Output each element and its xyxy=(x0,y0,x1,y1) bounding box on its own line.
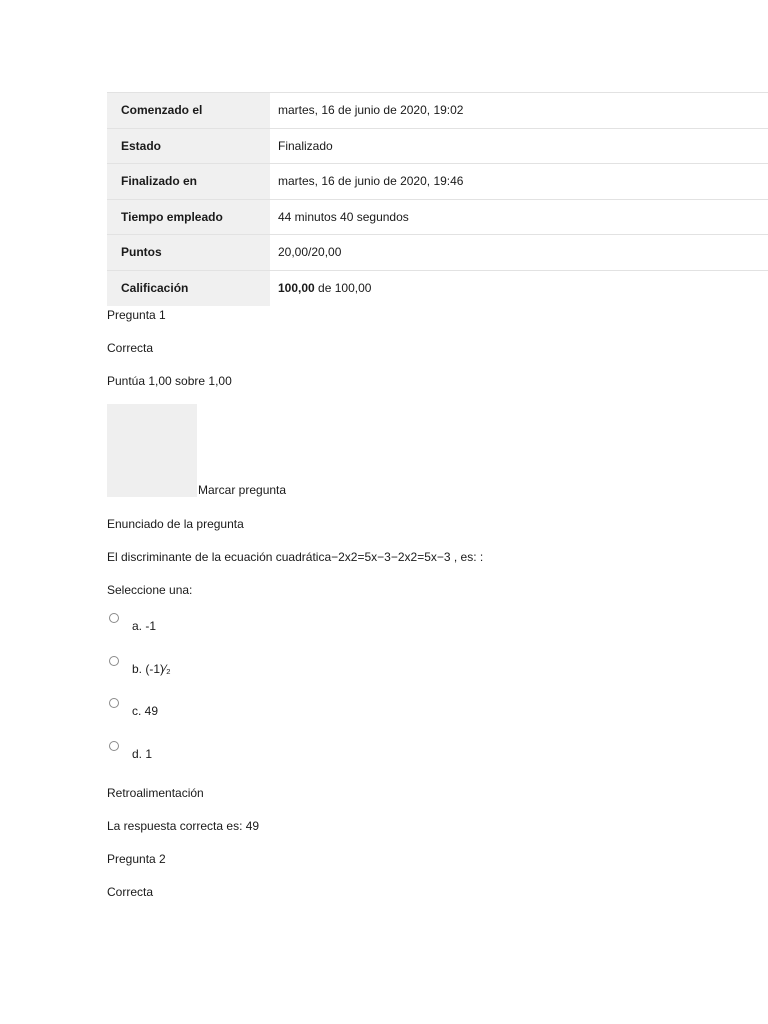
summary-row-points xyxy=(107,235,768,271)
question-statement: El discriminante de la ecuación cuadrática−2x2=5x−3−2x2=5x−3 , es: : xyxy=(107,550,484,564)
question-score: Puntúa 1,00 sobre 1,00 xyxy=(107,374,232,388)
feedback-text: La respuesta correcta es: 49 xyxy=(107,819,260,833)
question-status: Correcta xyxy=(107,341,154,355)
radio-icon[interactable] xyxy=(109,698,119,708)
question-number: Pregunta 2 xyxy=(107,852,166,866)
flag-question-area xyxy=(107,404,747,514)
summary-label: Finalizado en xyxy=(107,164,270,200)
answer-option-label: a. -1 xyxy=(132,619,157,633)
radio-icon[interactable] xyxy=(109,741,119,751)
attempt-summary-table xyxy=(107,92,768,306)
feedback-heading: Retroalimentación xyxy=(107,786,204,800)
answer-option-label: c. 49 xyxy=(132,704,159,718)
answer-option-label: b. (-1)⁄₂ xyxy=(132,661,171,676)
flag-question-link[interactable]: Marcar pregunta xyxy=(198,483,287,497)
radio-icon[interactable] xyxy=(109,656,119,666)
answer-option-label: d. 1 xyxy=(132,746,153,761)
summary-label: Puntos xyxy=(107,235,270,271)
select-prompt: Seleccione una: xyxy=(107,583,193,597)
summary-value: 44 minutos 40 segundos xyxy=(270,199,768,235)
summary-row-finished xyxy=(107,164,768,200)
grade-value: 100,00 xyxy=(278,281,315,295)
flag-icon[interactable] xyxy=(107,404,197,497)
answer-option-a[interactable] xyxy=(107,613,747,656)
summary-value: martes, 16 de junio de 2020, 19:46 xyxy=(270,164,768,200)
radio-icon[interactable] xyxy=(109,613,119,623)
statement-heading: Enunciado de la pregunta xyxy=(107,517,244,531)
summary-label: Estado xyxy=(107,128,270,164)
question-number: Pregunta 1 xyxy=(107,308,166,322)
grade-total: de 100,00 xyxy=(314,281,372,295)
summary-label: Tiempo empleado xyxy=(107,199,270,235)
summary-value: martes, 16 de junio de 2020, 19:02 xyxy=(270,93,768,129)
summary-row-state xyxy=(107,128,768,164)
summary-label: Comenzado el xyxy=(107,93,270,129)
summary-value xyxy=(270,270,768,306)
summary-row-started xyxy=(107,93,768,129)
answer-option-b[interactable] xyxy=(107,656,747,699)
summary-value: 20,00/20,00 xyxy=(270,235,768,271)
summary-value: Finalizado xyxy=(270,128,768,164)
question-flow xyxy=(107,305,747,915)
answer-option-d[interactable] xyxy=(107,741,747,784)
summary-label: Calificación xyxy=(107,270,270,306)
answer-option-c[interactable] xyxy=(107,698,747,741)
question-status: Correcta xyxy=(107,885,154,899)
summary-row-time-taken xyxy=(107,199,768,235)
summary-row-grade xyxy=(107,270,768,306)
